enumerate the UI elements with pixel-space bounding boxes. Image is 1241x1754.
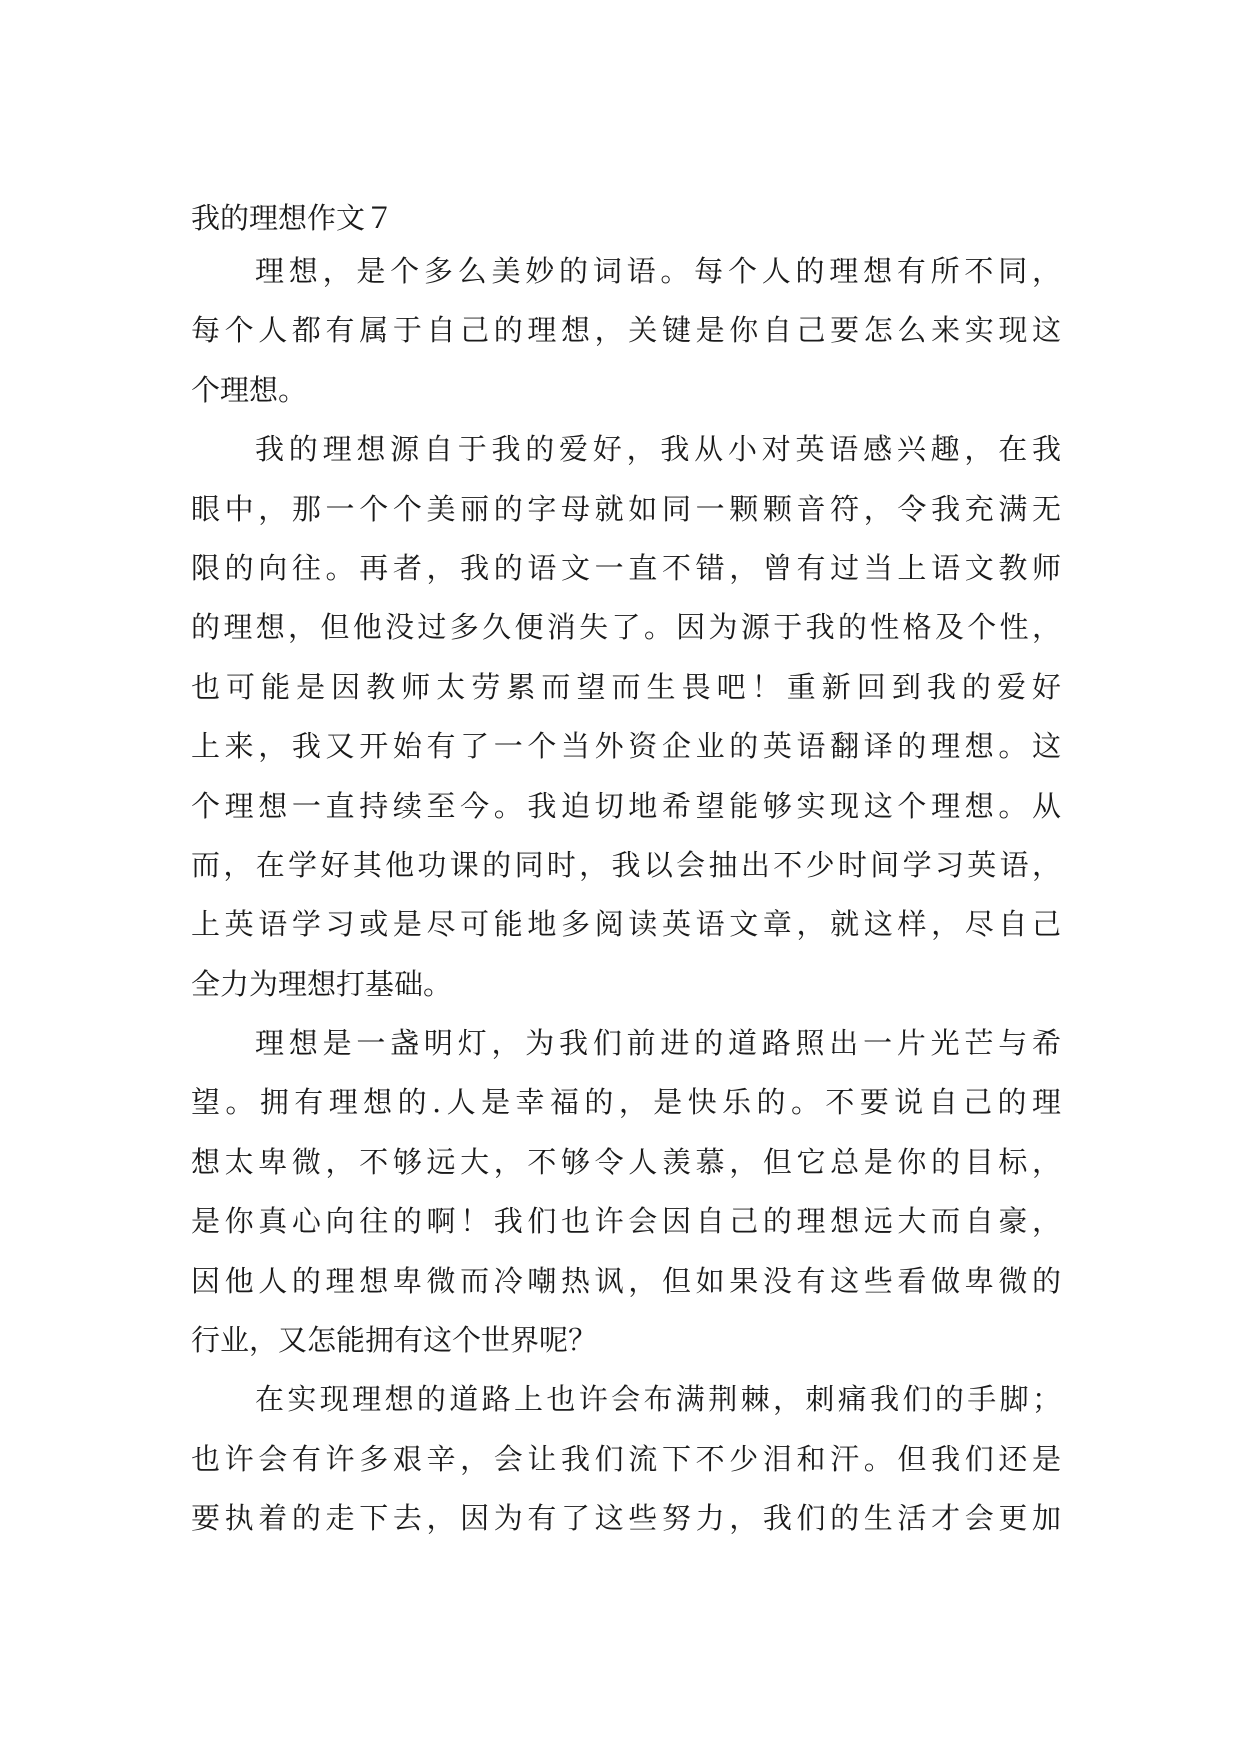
text-line: 个理想一直持续至今。我迫切地希望能够实现这个理想。从 bbox=[191, 788, 1061, 823]
document-title: 我的理想作文７ bbox=[191, 201, 395, 235]
text-line: 上来，我又开始有了一个当外资企业的英语翻译的理想。这 bbox=[191, 729, 1061, 764]
text-line: 想太卑微，不够远大，不够令人羡慕，但它总是你的目标， bbox=[191, 1144, 1061, 1179]
text-line: 眼中，那一个个美丽的字母就如同一颗颗音符，令我充满无 bbox=[191, 491, 1061, 526]
text-line: 限的向往。再者，我的语文一直不错，曾有过当上语文教师 bbox=[191, 550, 1061, 585]
text-line: 而，在学好其他功课的同时，我以会抽出不少时间学习英语， bbox=[191, 847, 1061, 882]
text-line: 行业，又怎能拥有这个世界呢？ bbox=[191, 1323, 598, 1358]
text-line: 全力为理想打基础。 bbox=[191, 966, 453, 1001]
text-line: 因他人的理想卑微而冷嘲热讽，但如果没有这些看做卑微的 bbox=[191, 1263, 1061, 1298]
paragraph bbox=[191, 1014, 1061, 1370]
text-line: 望。拥有理想的.人是幸福的，是快乐的。不要说自己的理 bbox=[191, 1085, 1061, 1120]
text-line: 理想，是个多么美妙的词语。每个人的理想有所不同， bbox=[255, 254, 1061, 288]
text-line: 是你真心向往的啊！我们也许会因自己的理想远大而自豪， bbox=[191, 1204, 1061, 1239]
document-body bbox=[191, 194, 1061, 1549]
text-line: 每个人都有属于自己的理想，关键是你自己要怎么来实现这 bbox=[191, 313, 1061, 348]
text-line: 的理想，但他没过多久便消失了。因为源于我的性格及个性， bbox=[191, 610, 1061, 645]
paragraph bbox=[191, 1370, 1061, 1548]
text-line: 上英语学习或是尽可能地多阅读英语文章，就这样，尽自己 bbox=[191, 907, 1061, 942]
text-line: 也许会有许多艰辛，会让我们流下不少泪和汗。但我们还是 bbox=[191, 1441, 1061, 1476]
paragraph bbox=[191, 420, 1061, 1014]
text-line: 理想是一盏明灯，为我们前进的道路照出一片光芒与希 bbox=[255, 1026, 1061, 1061]
text-line: 在实现理想的道路上也许会布满荆棘，刺痛我们的手脚； bbox=[255, 1382, 1061, 1417]
text-line: 要执着的走下去，因为有了这些努力，我们的生活才会更加 bbox=[191, 1501, 1061, 1536]
text-line: 个理想。 bbox=[191, 372, 308, 407]
text-line: 也可能是因教师太劳累而望而生畏吧！重新回到我的爱好 bbox=[191, 669, 1061, 704]
text-line: 我的理想源自于我的爱好，我从小对英语感兴趣，在我 bbox=[255, 432, 1061, 467]
paragraph bbox=[191, 242, 1061, 420]
